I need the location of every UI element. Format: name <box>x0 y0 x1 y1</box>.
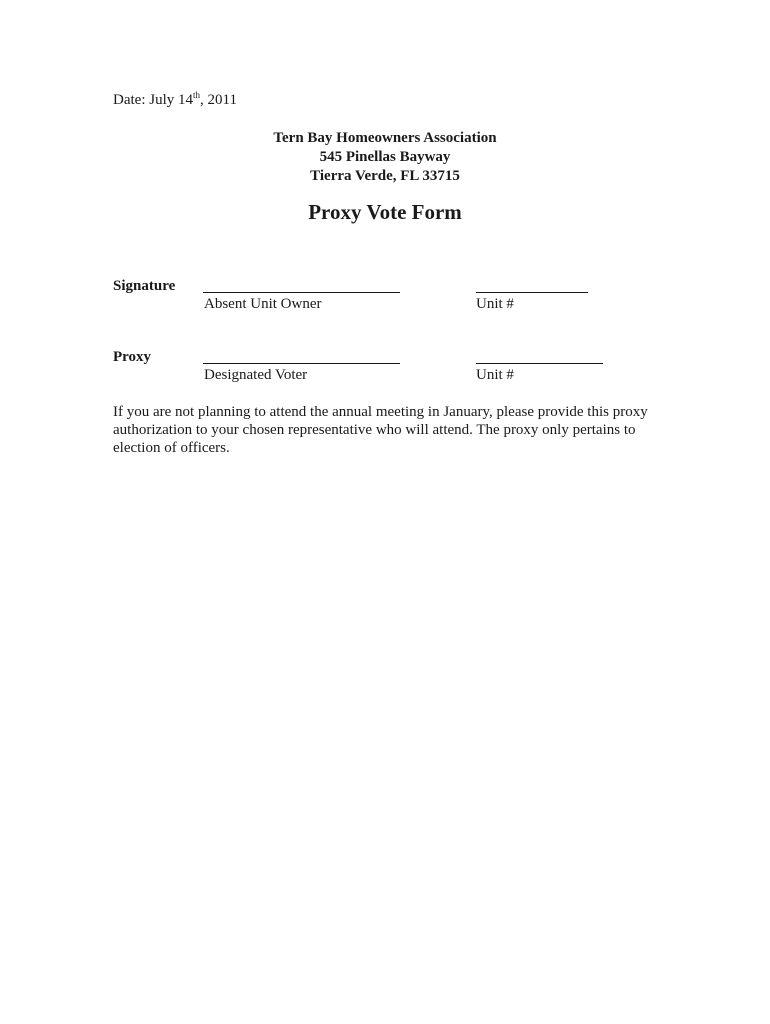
absent-owner-caption: Absent Unit Owner <box>204 296 322 312</box>
date-ordinal-suffix: th <box>193 90 201 100</box>
proxy-label: Proxy <box>113 349 152 365</box>
absent-owner-signature-line[interactable] <box>203 292 400 293</box>
date-line <box>113 92 237 109</box>
designated-voter-caption: Designated Voter <box>204 367 308 383</box>
date-year: , 2011 <box>200 92 237 108</box>
designated-voter-unit-caption: Unit # <box>476 367 514 383</box>
designated-voter-line[interactable] <box>203 363 400 364</box>
instructions-paragraph: If you are not planning to attend the annual meeting in January, please provide this proxy authorization to your chosen representative who will attend. The proxy only pertains to election of officers. <box>113 404 648 456</box>
organization-name: Tern Bay Homeowners Association <box>273 130 497 146</box>
designated-voter-unit-line[interactable] <box>476 363 603 364</box>
form-title: Proxy Vote Form <box>308 200 462 224</box>
organization-street: 545 Pinellas Bayway <box>319 149 451 165</box>
signature-label: Signature <box>113 278 176 294</box>
date-prefix: Date: July 14 <box>113 92 193 108</box>
organization-city: Tierra Verde, FL 33715 <box>310 168 460 184</box>
organization-header <box>0 129 770 186</box>
absent-owner-unit-caption: Unit # <box>476 296 514 312</box>
absent-owner-unit-line[interactable] <box>476 292 588 293</box>
